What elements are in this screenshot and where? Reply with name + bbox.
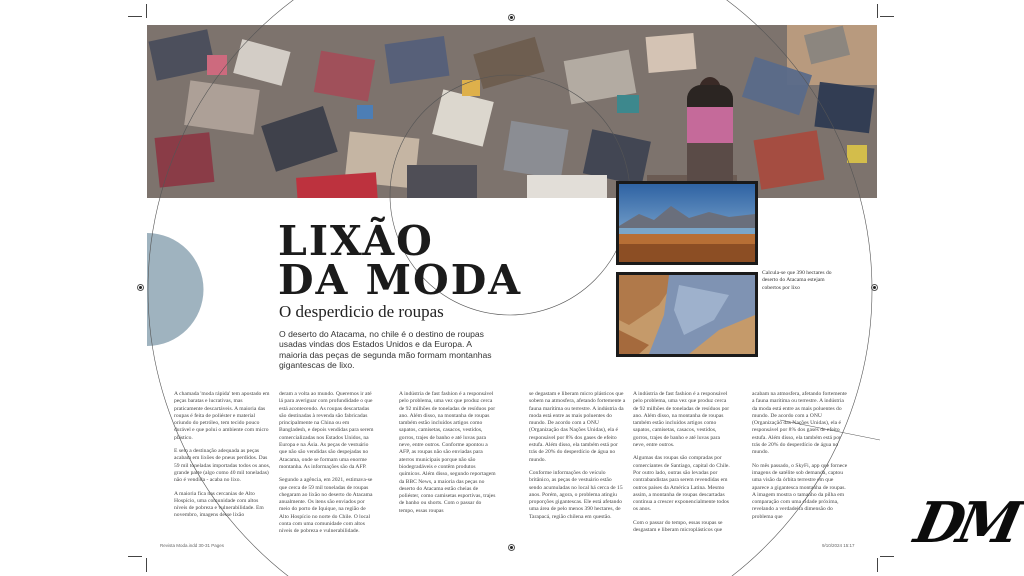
paragraph: No mês passado, o SkyFi, app que fornece imagens de satélite sob demanda, captou uma visão da órbita terrestre em que aparece a gigantesca montanha de roupas. A imagem mostra o tamanho da pilha em comparação com uma cidade próxima, revelando a verdadeira dimensão do problema que [752, 462, 848, 520]
paragraph: Segundo a agência, em 2021, estimava-se que cerca de 59 mil toneladas de roupas chegaram ao lixão no deserto do Atacama anualmente. Os itens são enviados por meio do porto de Iquique, na região de Alto Hospício no norte do Chile. O local conta com uma comunidade com altos níveis de pobreza e vulnerabilidade. [279, 477, 373, 535]
paragraph: A indústria de fast fashion é a responsável pelo problema, uma vez que produz cerca de 92 milhões de toneladas de resíduos por ano. Além disso, na montanha de roupas também estão incluídos artigos como sapatos, camisetas, casacos, vestidos, gorros, trajes de banho e até luvas para neve, entre outros. Conforme apontou a AFP, as roupas não são enviadas para aterros municipais porque não são biodegradáveis e contêm produtos químicos. Além disso, segundo reportagem da BBC News, a maioria das peças no deserto do Atacama estão cheias de poliéster, como camisetas esportivas, trajes de banho ou shorts. Com o passar do tempo, essas roupas [399, 391, 496, 514]
text-column-2 [279, 391, 376, 542]
dm-logo: DM [908, 490, 1022, 556]
blue-half-circle [147, 233, 204, 346]
aerial-graphic [619, 275, 755, 354]
aerial-dump-photo [616, 272, 758, 357]
paragraph: Algumas das roupas são compradas por comerciantes de Santiago, capital do Chile. Por outro lado, outras são levadas por contrabandistas para serem revendidas em outros países da América Latina. Mesmo assim, a montanha de roupas descartadas continua a crescer exponencialmente todos os anos. [633, 455, 730, 513]
text-column-1 [174, 391, 271, 526]
title-line-2: DA MODA [278, 256, 523, 304]
paragraph: se degastam e liberam micro plásticos que sobem na atmosfera, afetando fortemente a fauna marítima ou terrestre. A indústria da moda está entre as mais poluentes do mundo. De acordo com a ONU (Organização das Nações Unidas), ela é responsável por 8% dos gases de efeito estufa. Além disso, ela também está por trás de 20% do desperdício de água no mundo. [529, 391, 626, 463]
article-title [278, 217, 523, 304]
paragraph: acabam na atmosfera, afetando fortemente a fauna marítima ou terrestre. A indústria da moda está entre as mais poluentes do mundo. De acordo com a ONU (Organização das Nações Unidas), ela é responsável por 8% dos gases de efeito estufa. Além disso, ela também está por trás de 20% do desperdício de água no mundo. [752, 391, 847, 456]
text-column-5 [633, 391, 730, 540]
article-subtitle: O desperdicio de roupas [279, 302, 444, 321]
paragraph: A chamada 'moda rápida' tem apostado em peças baratas e lucrativas, mas praticamente descartáveis. A maioria das roupas é feita de poliéster e material oriundo do petróleo, tem tecido pouco durável e que polui o ambiente com micro plástico. [174, 391, 270, 441]
text-column-4 [529, 391, 626, 527]
paragraph: A maioria fica nas cercanias de Alto Hospício, uma comunidade com altos níveis de pobreza e vulnerabilidade. Em novembro, imagens desse lixão [174, 490, 264, 519]
footer-date: 9/10/2024 15:17 [822, 543, 855, 548]
paragraph: A indústria de fast fashion é a responsável pelo problema, uma vez que produz cerca de 92 milhões de toneladas de resíduos por ano. Além disso, na montanha de roupas também estão incluídos artigos como sapatos, camisetas, casacos, vestidos, gorros, trajes de banho e até luvas para neve, entre outros. [633, 391, 730, 449]
text-column-6 [752, 391, 849, 527]
photo-caption: Calcula-se que 390 hectares do deserto do Atacama estejam cobertos por lixo [762, 270, 832, 291]
title-line-1: LIXÃO [278, 217, 434, 265]
footer-file-info: Revista Moda.indd 30-31 Pages [160, 543, 225, 548]
paragraph: deram a volta ao mundo. Queremos ir até lá para averiguar com profundidade o que está acontecendo. As roupas descartadas são destinadas à revenda são fabricadas principalmente na China ou em Bangladesh, e depois vendidas para serem comercializadas nos Estados Unidos, na Europa e na Ásia. As peças de vestuário que não são vendidas são despejadas no Atacama, onde se formam uma enorme montanha. As informações são da AFP. [279, 391, 374, 470]
atacama-landscape-photo [616, 181, 758, 265]
paragraph: Conforme informações do veículo britânico, as peças de vestuário estão sendo acumuladas no local há cerca de 15 anos. Porém, agora, o problema atingiu proporções gigantescas. Ele está afetando uma área de pelo menos 390 hectares, de Tarapacá, região chilena em questão. [529, 469, 623, 520]
article-lead: O deserto do Atacama, no chile é o destino de roupas usadas vindas dos Estados Unidos e da Europa. A maioria das peças de segunda mão formam montanhas gigantescas de lixo. [279, 329, 492, 371]
landscape-graphic [619, 184, 755, 262]
paragraph: E sem a destinação adequada as peças acabam em lixões de pneus perdidos. Das 59 mil toneladas importadas todos os anos, grande parte (algo como 40 mil toneladas) não é vendida - acaba no lixo. [174, 448, 271, 484]
text-column-3 [399, 391, 496, 521]
paragraph: Com o passar do tempo, essas roupas se desgastam e liberam microplásticos que [633, 519, 723, 534]
